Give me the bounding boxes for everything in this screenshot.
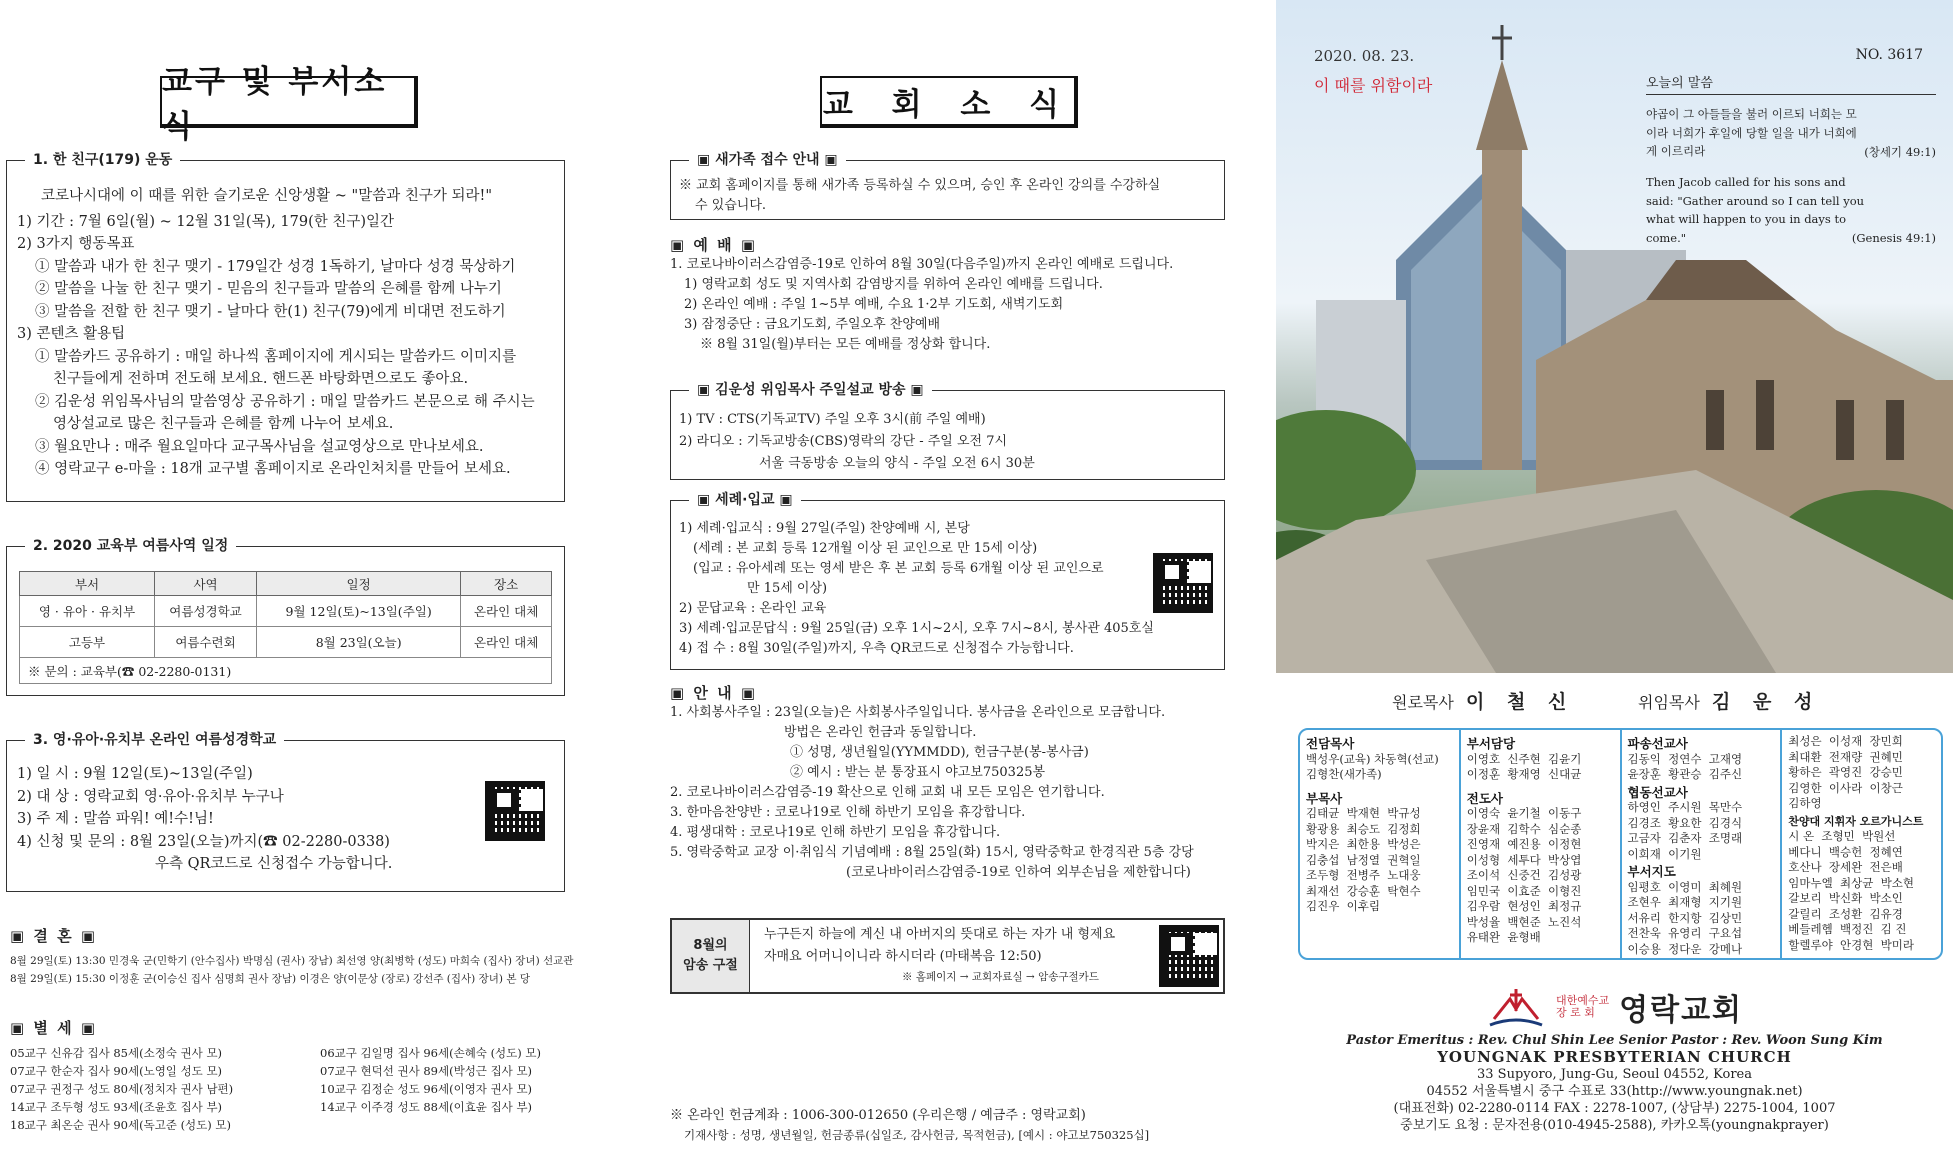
contact-cell: ※ 문의 : 교육부(☎ 02-2280-0131) (20, 658, 552, 684)
summer-schedule-table (19, 571, 552, 684)
obituary-entry: 07교구 권정구 성도 80세(정치자 권사 남편) (10, 1082, 234, 1096)
newfamily-line: 수 있습니다. (695, 198, 767, 213)
notice-line: 5. 영락중학교 교장 이·취임식 기념예배 : 8월 25일(화) 15시, 영락중학교 한경직관 5층 강당 (670, 845, 1194, 860)
obituary-entry: 06교구 김일명 집사 96세(손혜숙 (성도) 모) (320, 1046, 542, 1060)
staff-title: 전도사 (1466, 790, 1503, 806)
worship-line: 2) 온라인 예배 : 주일 1~5부 예배, 수요 1·2부 기도회, 새벽기도회 (684, 297, 1064, 312)
baptism-line: 2) 문답교육 : 온라인 교육 (679, 601, 827, 616)
staff-title: 찬양대 지휘자 오르가니스트 (1788, 814, 1924, 828)
staff-names: 김태균 박재현 박규성 황광용 최승도 김정희 박지은 최한용 박성은 김충섭 남정열 권혁일 조두형 전병주 노대웅 최재선 강승훈 탁현수 김진우 이후림 (1306, 806, 1421, 913)
friend-heading: 1. 한 친구(179) 운동 (25, 149, 180, 169)
word-ko-ref: (창세기 49:1) (1864, 144, 1936, 159)
table-row (20, 627, 552, 658)
memory-label: 암송 구절 (683, 958, 738, 973)
worship-line: ※ 8월 31일(월)부터는 모든 예배를 정상화 합니다. (700, 337, 991, 352)
notice-section (670, 682, 1194, 883)
wedding-line: 8월 29일(토) 13:30 민경욱 군(민학기 (안수집사) 박명심 (권사) 장남) 최선영 양(최병학 (성도) 마희숙 (집사) 장녀) 선교관 (10, 955, 574, 967)
notice-line: 4. 평생대학 : 코로나19로 인해 하반기 모임을 휴강합니다. (670, 825, 1001, 840)
broadcast-section (670, 382, 1225, 480)
vbs-section (6, 732, 565, 892)
staff-title: 부서지도 (1627, 864, 1676, 879)
notice-line: (코로나바이러스감염증-19로 인하여 외부손님을 제한합니다) (846, 865, 1191, 880)
summer-schedule-section (6, 538, 565, 696)
vbs-line: 우측 QR코드로 신청접수 가능합니다. (155, 856, 393, 872)
todays-word (1646, 72, 1936, 248)
staff-title: 전담목사 (1306, 736, 1355, 751)
table-header: 사역 (155, 572, 257, 596)
friend-contents-title: 3) 콘텐츠 활용팁 (17, 326, 126, 342)
table-cell: 9월 12일(토)~13일(주일) (257, 596, 461, 627)
friend-goal: ① 말씀과 내가 한 친구 맺기 - 179일간 성경 1독하기, 날마다 성경 묵상하기 (35, 258, 516, 275)
word-en-line: Then Jacob called for his sons and (1646, 175, 1846, 189)
left-title-box (160, 64, 418, 145)
church-logo-icon (1486, 985, 1546, 1029)
staff-title: 협동선교사 (1627, 784, 1688, 800)
baptism-line: (세례 : 본 교회 등록 12개월 이상 된 교인으로 만 15세 이상) (693, 541, 1038, 556)
church-photo (1276, 0, 1953, 673)
cover-page (1276, 0, 1953, 1150)
baptism-line: 1) 세례·입교식 : 9월 27일(주일) 찬양예배 시, 본당 (679, 521, 970, 536)
obituary-entry: 07교구 현덕선 권사 89세(박성근 집사 모) (320, 1064, 533, 1078)
table-header: 부서 (20, 572, 155, 596)
memory-label-box (672, 920, 750, 992)
phone: (대표전화) 02-2280-0114 FAX : 2278-1007, (상담부) 2275-1004, 1007 (1393, 1101, 1836, 1116)
staff-column (1300, 730, 1459, 958)
denomination: 장 로 회 (1555, 1006, 1595, 1019)
staff-names: 임평호 이영미 최혜원 조현우 최재형 지기원 서유리 한지항 김상민 전찬욱 유영리 구요섭 이승용 정다운 강메나 (1627, 879, 1743, 956)
staff-names: 최성은 이성재 장민희 최대환 전재량 권혜민 황하은 곽영진 강승민 김영한 이사라 이창근 김하영 (1788, 734, 1903, 810)
staff-names: 김동익 정연수 고재영 윤장훈 황관승 김주신 (1627, 751, 1743, 781)
broadcast-line: 서울 극동방송 오늘의 양식 - 주일 오전 6시 30분 (759, 456, 1035, 471)
table-cell: 고등부 (20, 627, 155, 658)
obituary-entry: 07교구 한순자 집사 90세(노영일 성도 모) (10, 1064, 223, 1078)
middle-title-box (820, 76, 1078, 128)
memory-verse: 자매요 어머니이니라 하시더라 (마태복음 12:50) (764, 949, 1042, 964)
prayer-contact: 중보기도 요청 : 문자전용(010-4945-2588), 카카오톡(youngnakprayer) (1400, 1118, 1829, 1133)
word-ko-line: 이라 너희가 후일에 당할 일을 내가 너희에 (1646, 125, 1857, 140)
notice-line: 1. 사회봉사주일 : 23일(오늘)은 사회봉사주일입니다. 봉사금을 온라인으로 모금합니다. (670, 705, 1166, 720)
left-page-title: 교구 및 부서소식 (162, 64, 388, 145)
table-row (20, 596, 552, 627)
newfamily-section (670, 152, 1225, 220)
bulletin-number: NO. 3617 (1855, 47, 1923, 63)
bulletin-theme: 이 때를 위함이라 (1314, 76, 1433, 95)
vbs-qr-code[interactable] (485, 781, 545, 841)
table-cell: 여름수련회 (155, 627, 257, 658)
table-cell: 온라인 대체 (461, 596, 552, 627)
bulletin-date: 2020. 08. 23. (1314, 47, 1415, 65)
friend-content: 영상설교로 많은 친구들과 은혜를 함께 나누어 보세요. (53, 416, 394, 432)
vbs-line: 3) 주 제 : 말씀 파워! 예!수!님! (17, 811, 214, 827)
table-header: 일정 (257, 572, 461, 596)
english-church-name: YOUNGNAK PRESBYTERIAN CHURCH (1437, 1048, 1792, 1066)
obituary-entry: 14교구 이주경 성도 88세(이효윤 집사 부) (320, 1100, 533, 1114)
broadcast-heading: ▣ 김운성 위임목사 주일설교 방송 ▣ (689, 379, 932, 399)
friend-content: ① 말씀카드 공유하기 : 매일 하나씩 홈페이지에 게시되는 말씀카드 이미지를 (35, 348, 517, 365)
todays-word-title: 오늘의 말씀 (1646, 72, 1936, 95)
notice-line: 3. 한마음찬양반 : 코로나19로 인해 하반기 모임을 휴강합니다. (670, 805, 1026, 820)
obituary-entry: 05교구 신유감 집사 85세(소정숙 권사 모) (10, 1046, 223, 1060)
word-ko-line: 야곱이 그 아들들을 불러 이르되 너희는 모 (1646, 107, 1857, 121)
staff-names: 하영인 주시원 목만수 김경조 황요한 김경식 고금자 김춘자 조명래 이희재 이기원 (1627, 800, 1743, 861)
baptism-line: 3) 세례·입교문답식 : 9월 25일(금) 오후 1시~2시, 오후 7시~8시, 봉사관 405호실 (679, 621, 1154, 636)
obituary-heading: ▣ 별 세 ▣ (10, 1019, 97, 1037)
denomination: 대한예수교 (1555, 994, 1610, 1007)
senior-name: 김 운 성 (1712, 691, 1821, 713)
worship-section (670, 234, 1173, 355)
word-en-line: come." (1646, 230, 1687, 245)
broadcast-line: 1) TV : CTS(기독교TV) 주일 오후 3시(前 주일 예배) (679, 412, 986, 427)
table-cell: 여름성경학교 (155, 596, 257, 627)
vbs-line: 4) 신청 및 문의 : 8월 23일(오늘)까지(☎ 02-2280-0338) (17, 833, 390, 850)
friend-movement-section (6, 152, 565, 502)
staff-names: 이영숙 윤기철 이동구 장윤재 김학수 심순종 진영재 예진용 이정현 이성형 세투다 박상엽 조이석 신중건 김성광 임민국 이효준 이형진 김우람 현성인 최정규 박성율 백현준 노진석 유태완 윤형배 (1466, 806, 1582, 944)
wedding-section (10, 925, 573, 988)
table-row (20, 658, 552, 684)
middle-page-title: 교 회 소 식 (822, 86, 1074, 123)
friend-goals-title: 2) 3가지 행동목표 (17, 236, 135, 252)
worship-line: 1. 코로나바이러스감염증-19로 인하여 8월 30일(다음주일)까지 온라인 예배로 드립니다. (670, 257, 1174, 272)
notice-heading: ▣ 안 내 ▣ (670, 684, 757, 702)
word-en-ref: (Genesis 49:1) (1851, 231, 1936, 245)
friend-goal: ③ 말씀을 전할 한 친구 맺기 - 날마다 한(1) 친구(79)에게 비대면 전도하기 (35, 303, 506, 320)
left-page (0, 0, 575, 1150)
bell-tower (1482, 150, 1522, 470)
friend-content: ② 김운성 위임목사님의 말씀영상 공유하기 : 매일 말씀카드 본문으로 해 주시는 (35, 393, 535, 410)
obituary-section (10, 1017, 570, 1134)
vbs-heading: 3. 영·유아·유치부 온라인 여름성경학교 (25, 729, 284, 749)
staff-title: 파송선교사 (1627, 736, 1688, 751)
wedding-line: 8월 29일(토) 15:30 이정훈 군(이승신 집사 심명희 권사 장남) 이경은 양(이문상 (장로) 강선주 (집사) 장녀) 본 당 (10, 973, 530, 985)
obituary-entry: 10교구 김정순 성도 96세(이영자 권사 모) (320, 1082, 533, 1096)
obituary-entry: 14교구 조두형 성도 93세(조윤호 집사 부) (10, 1100, 223, 1114)
baptism-qr-code[interactable] (1153, 553, 1213, 613)
staff-column (1620, 730, 1781, 958)
worship-line: 1) 영락교회 성도 및 지역사회 감염방지를 위하여 온라인 예배를 드립니다. (684, 277, 1103, 292)
friend-content: ③ 월요만나 : 매주 월요일마다 교구목사님을 설교영상으로 만나보세요. (35, 438, 484, 455)
address: 33 Supyoro, Jung-Gu, Seoul 04552, Korea (1477, 1067, 1752, 1082)
notice-line: ② 예시 : 받는 분 통장표시 야고보750325봉 (790, 765, 1046, 780)
church-footer (1276, 985, 1953, 1134)
broadcast-line: 2) 라디오 : 기독교방송(CBS)영락의 강단 - 주일 오전 7시 (679, 434, 1008, 449)
memory-label: 8월의 (693, 938, 728, 953)
staff-names: 백성우(교육) 차동혁(선교) 김형찬(새가족) (1306, 751, 1439, 781)
friend-content: 친구들에게 전하며 전도해 보세요. 핸드폰 바탕화면으로도 좋아요. (53, 371, 469, 387)
notice-line: 방법은 온라인 헌금과 동일합니다. (784, 725, 977, 740)
senior-label: 위임목사 (1638, 693, 1700, 712)
church-name: 영락교회 (1619, 993, 1744, 1028)
offering-section (670, 1106, 1149, 1144)
vbs-line: 1) 일 시 : 9월 12일(토)~13일(주일) (17, 766, 253, 782)
staff-column (1780, 730, 1941, 958)
word-en-line: what will happen to you in days to (1646, 212, 1847, 226)
notice-line: 2. 코로나바이러스감염증-19 확산으로 인해 교회 내 모든 모임은 연기합니다. (670, 785, 1105, 800)
baptism-line: 4) 접 수 : 8월 30일(주일)까지, 우측 QR코드로 신청접수 가능합니다. (679, 641, 1074, 656)
memory-qr-code[interactable] (1159, 925, 1219, 987)
worship-heading: ▣ 예 배 ▣ (670, 236, 757, 254)
emeritus-label: 원로목사 (1392, 693, 1454, 712)
offering-account: ※ 온라인 헌금계좌 : 1006-300-012650 (우리은행 / 예금주 : 영락교회) (670, 1108, 1086, 1123)
notice-line: ① 성명, 생년월일(YYMMDD), 헌금구분(봉-봉사금) (790, 745, 1089, 760)
staff-title: 부목사 (1306, 790, 1343, 806)
baptism-heading: ▣ 세례·입교 ▣ (689, 489, 801, 509)
table-cell: 영 · 유아 · 유치부 (20, 596, 155, 627)
wedding-heading: ▣ 결 혼 ▣ (10, 927, 97, 945)
middle-page (660, 0, 1235, 1150)
memory-note: ※ 홈페이지 → 교회자료실 → 암송구절카드 (902, 971, 1099, 983)
table-cell: 온라인 대체 (461, 627, 552, 658)
staff-names: 시 온 조형민 박원선 베다니 백승헌 정혜연 호산나 장세완 전은배 임마누엘 최상균 박소현 갈보리 박신화 박소인 갈릴리 조성환 김유경 베들레헴 백정진 김 진 할렐루야 안경현 박미라 (1788, 829, 1914, 952)
word-en-line: said: "Gather around so I can tell you (1646, 193, 1865, 208)
friend-goal: ② 말씀을 나눌 한 친구 맺기 - 믿음의 친구들과 말씀의 은혜를 함께 나누기 (35, 281, 502, 297)
word-ko-line: 게 이르리라 (1646, 144, 1706, 158)
table-header: 장소 (461, 572, 552, 596)
friend-intro: 코로나시대에 이 때를 위한 슬기로운 신앙생활 ~ "말씀과 친구가 되라!" (41, 188, 492, 204)
summer-heading: 2. 2020 교육부 여름사역 일정 (25, 535, 236, 555)
baptism-section (670, 492, 1225, 670)
worship-line: 3) 잠정중단 : 금요기도회, 주일오후 찬양예배 (684, 317, 941, 332)
newfamily-line: ※ 교회 홈페이지를 통해 새가족 등록하실 수 있으며, 승인 후 온라인 강의를 수강하실 (679, 178, 1161, 193)
address: 04552 서울특별시 중구 수표로 33(http://www.youngnak.net) (1426, 1084, 1803, 1099)
obituary-entry: 18교구 최온순 권사 90세(독고준 (성도) 모) (10, 1118, 232, 1132)
vbs-line: 2) 대 상 : 영락교회 영·유아·유치부 누구나 (17, 788, 284, 805)
memory-verse-box (670, 918, 1225, 994)
friend-period: 1) 기간 : 7월 6일(월) ~ 12월 31일(목), 179(한 친구)일간 (17, 213, 395, 230)
english-pastors: Pastor Emeritus : Rev. Chul Shin Lee Senior Pastor : Rev. Woon Sung Kim (1346, 1033, 1883, 1048)
baptism-line: 만 15세 이상) (747, 581, 828, 596)
memory-verse: 누구든지 하늘에 계신 내 아버지의 뜻대로 하는 자가 내 형제요 (764, 927, 1116, 942)
offering-note: 기재사항 : 성명, 생년월일, 헌금종류(십일조, 감사헌금, 목적헌금), [예시 : 야고보750325십] (684, 1128, 1150, 1142)
table-cell: 8월 23일(오늘) (257, 627, 461, 658)
staff-directory (1298, 728, 1943, 960)
newfamily-heading: ▣ 새가족 접수 안내 ▣ (689, 149, 846, 169)
table-header-row (20, 572, 552, 596)
staff-names: 이영호 신주현 김윤기 이정훈 황재영 신대균 (1466, 751, 1582, 781)
emeritus-name: 이 철 신 (1466, 691, 1575, 713)
friend-content: ④ 영락교구 e-마을 : 18개 교구별 홈페이지로 온라인처치를 만들어 보세요. (35, 461, 511, 477)
baptism-line: (입교 : 유아세례 또는 영세 받은 후 본 교회 등록 6개월 이상 된 교인으로 (693, 561, 1104, 576)
staff-title: 부서담당 (1466, 736, 1516, 751)
staff-column (1459, 730, 1620, 958)
